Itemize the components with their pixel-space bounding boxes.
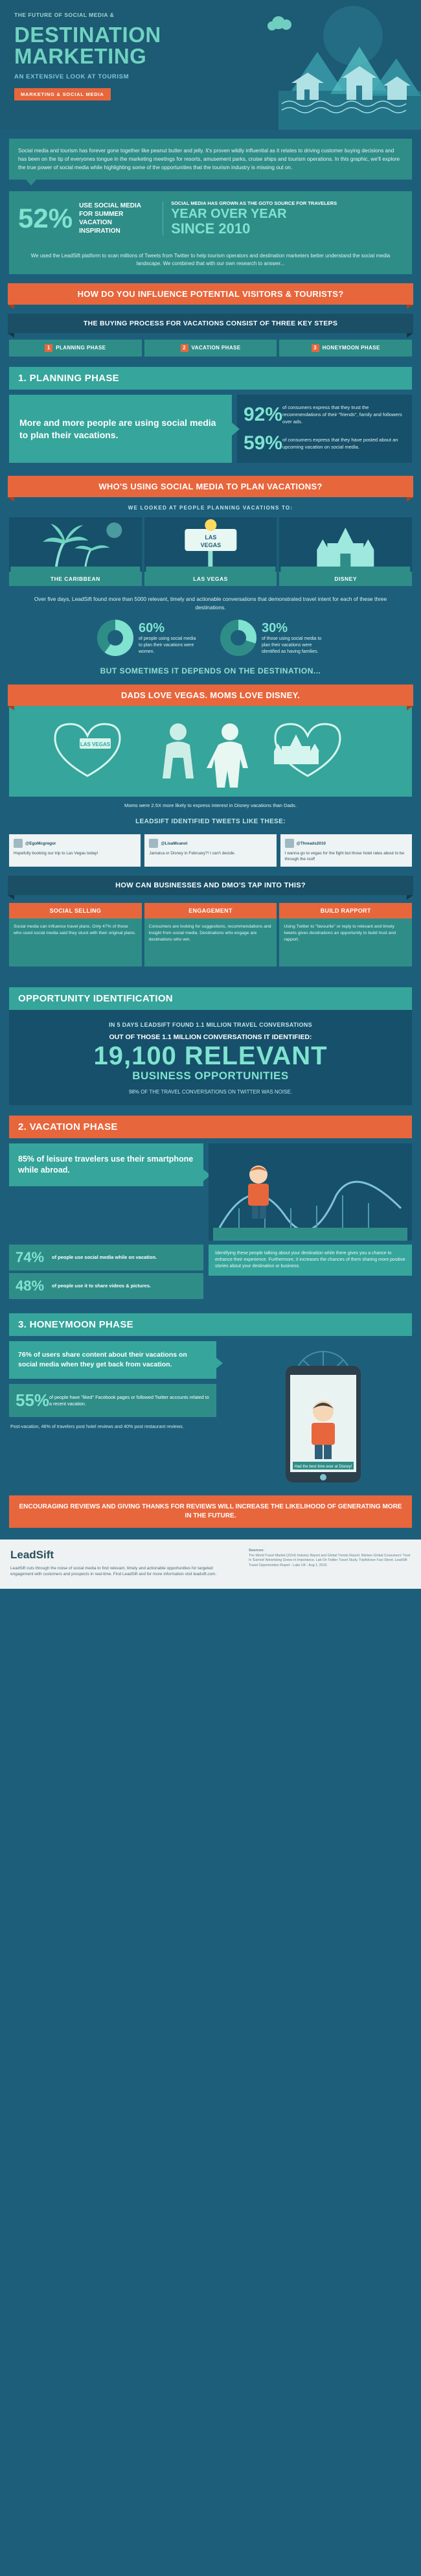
footer-sources-text: The World Travel Market (2014) Industry Report and Global Trends Report. Nielsen Global Consumers' Trust In 'Earned' Advertising Grows In Importance. Lab On Twitter Travel Study. TripAdvisor Fact Sheet. LeadSift Travel Opportunities Report - Lake UK - Aug 1, 2015. xyxy=(249,1553,411,1567)
opportunity-box xyxy=(9,1010,412,1105)
influence-title: HOW DO YOU INFLUENCE POTENTIAL VISITORS & TOURISTS? xyxy=(8,283,413,305)
intro-text: Social media and tourism has forever gone together like peanut butter and jelly. It's proven wildly influential as it relates to driving customer buying decisions and has been on the tip of everyones tongue in the marketing meetings for resorts, amusement parks, cruise ships and tourism operations. In this graphic, we'll explore the true power of social media while highlighting some of the opportunities that the tourism industry is missing out on. xyxy=(18,148,400,170)
planning-stat-2-text: of consumers express that they have posted about an upcoming vacation on social media. xyxy=(282,437,398,450)
business-col-3-head: BUILD RAPPORT xyxy=(279,903,412,919)
business-col-1-head: SOCIAL SELLING xyxy=(9,903,142,919)
footer xyxy=(0,1540,421,1589)
vacation-stats xyxy=(9,1245,203,1302)
leadsift-note: We used the LeadSift platform to scan millions of Tweets from Twitter to help tourism operators and destination marketers better understand the social media landscape. We combined that with our own research to answer... xyxy=(9,246,412,274)
dads-moms-illustration xyxy=(9,706,412,797)
tweets-list xyxy=(9,834,412,867)
footer-brand-name: LeadSift xyxy=(10,1549,54,1561)
destination-disney-label: DISNEY xyxy=(279,572,412,586)
planning-stat-2 xyxy=(244,429,405,458)
tweet-3-text: I wanna go to vegas for the fight but those hotel rates about to be through the roof! xyxy=(284,851,405,861)
destination-las-vegas-label: LAS VEGAS xyxy=(144,572,277,586)
step-1-label: PLANNING PHASE xyxy=(56,345,106,351)
header-tag: MARKETING & SOCIAL MEDIA xyxy=(14,88,111,100)
tweet-2 xyxy=(144,834,276,867)
destination-caribbean xyxy=(9,517,142,586)
vacation-illustration xyxy=(209,1143,412,1241)
tweet-2-handle: @LisaMcanol xyxy=(161,841,188,846)
donut-charts xyxy=(0,616,421,660)
honeymoon-stat xyxy=(9,1384,216,1417)
business-col-2-body: Consumers are looking for suggestions, recommendations and insight from social media. Destinations who engage are destinations who win. xyxy=(144,919,277,966)
header-title-line1: DESTINATION xyxy=(14,23,161,47)
stat-52-year: YEAR OVER YEAR xyxy=(171,207,287,221)
business-col-1-body: Social media can influence travel plans. Only 47% of those who used social media said they stuck with their original plans. xyxy=(9,919,142,966)
stat-52-right-top: SOCIAL MEDIA HAS GROWN AS THE GOTO SOURCE FOR TRAVELERS xyxy=(171,200,337,206)
tweet-3 xyxy=(280,834,412,867)
vacation-stat-2-text: of people use it to share videos & pictures. xyxy=(52,1283,151,1289)
honeymoon-stat-percent: 55% xyxy=(16,1390,50,1410)
header-kicker: THE FUTURE OF SOCIAL MEDIA & xyxy=(14,12,115,18)
donut-families xyxy=(220,620,324,656)
business-col-3-body: Using Twitter to "favourite" or reply to relevant and timely tweets gives destinations an opportunity to build trust and rapport. xyxy=(279,919,412,966)
stat-52-right xyxy=(163,200,337,237)
castle-icon xyxy=(279,517,412,572)
vacation-stats-row xyxy=(9,1245,412,1302)
final-ribbon: ENCOURAGING REVIEWS AND GIVING THANKS FOR REVIEWS WILL INCREASE THE LIKELIHOOD OF GENERATING MORE IN THE FUTURE. xyxy=(9,1495,412,1528)
stat-52-label: USE SOCIAL MEDIA FOR SUMMER VACATION INSPIRATION xyxy=(79,202,163,235)
step-1 xyxy=(9,340,142,357)
step-3 xyxy=(279,340,412,357)
opportunity-title: OPPORTUNITY IDENTIFICATION xyxy=(9,987,412,1010)
step-3-number: 3 xyxy=(312,344,319,352)
businesses-title: HOW CAN BUSINESSES AND DMO'S TAP INTO THIS? xyxy=(8,876,413,895)
step-3-label: HONEYMOON PHASE xyxy=(322,345,380,351)
donut-families-percent: 30% xyxy=(262,620,288,635)
donut-women-percent: 60% xyxy=(139,620,165,635)
tweet-3-handle: @Threads2010 xyxy=(296,841,326,846)
businesses-columns xyxy=(9,903,412,966)
rollercoaster-icon xyxy=(209,1143,412,1241)
tweet-1-handle: @EgoMcgregor xyxy=(25,841,56,846)
stat-52-box xyxy=(9,191,412,246)
header-illustration xyxy=(214,0,421,130)
planning-phase-content xyxy=(9,395,412,463)
vacation-stat-1 xyxy=(9,1245,203,1270)
opportunity-line2: OUT OF THOSE 1.1 MILLION CONVERSATIONS IT IDENTIFIED: xyxy=(109,1033,312,1041)
step-2-number: 2 xyxy=(181,344,188,352)
planning-stat-1-text: of consumers express that they trust the recommendations of their "friends", family and followers over ads. xyxy=(282,404,402,425)
svg-text:Had the best time ever at Disn: Had the best time ever at Disney! xyxy=(294,1465,352,1469)
hearts-people-graphic xyxy=(16,712,405,790)
header-title-line2: MARKETING xyxy=(14,44,147,68)
donut-women-chart xyxy=(97,620,133,656)
whos-using-paragraph: Over five days, LeadSift found more than 5000 relevant, timely and actionable conversations that demonstrated travel intent for each of these three destinations. xyxy=(34,596,387,611)
avatar xyxy=(285,839,294,848)
planning-stat-1-percent: 92% xyxy=(244,403,283,425)
footer-sources xyxy=(249,1549,411,1568)
honeymoon-note: Post-vacation, 46% of travelers post hotel reviews and 40% post restaurant reviews. xyxy=(10,1423,184,1429)
vacation-phase-heading: 2. VACATION PHASE xyxy=(9,1116,412,1138)
svg-text:VEGAS: VEGAS xyxy=(200,542,221,548)
step-2 xyxy=(144,340,277,357)
donut-women-text: of people using social media to plan their vacations were women. xyxy=(139,636,196,654)
opportunity-footnote: 98% OF THE TRAVEL CONVERSATIONS ON TWITTER WAS NOISE. xyxy=(128,1089,293,1095)
honeymoon-quote: 76% of users share content about their vacations on social media when they get back from vacation. xyxy=(9,1341,216,1379)
vacation-side-note: Identifying these people talking about your destination while there gives you a chance to enhance their experience. Furthermore, it increases the chances of them sharing more positive stories about your destination or business. xyxy=(209,1245,412,1276)
business-col-2-head: ENGAGEMENT xyxy=(144,903,277,919)
footer-description: LeadSift cuts through the noise of social media to find relevant, timely and actionable opportunities for targeted engagement with customers and prospects in real-time. Find LeadSift and for more information visit leadsift.com. xyxy=(10,1566,217,1576)
honeymoon-stat-text: of people have "liked" Facebook pages or followed Twitter accounts related to a recent vacation. xyxy=(49,1394,209,1407)
vacation-stat-1-text: of people use social media while on vacation. xyxy=(52,1254,157,1260)
svg-text:LAS: LAS xyxy=(205,534,217,541)
destination-caribbean-label: THE CARIBBEAN xyxy=(9,572,142,586)
destinations-row xyxy=(9,517,412,586)
svg-text:LAS VEGAS: LAS VEGAS xyxy=(80,742,111,747)
destination-disney xyxy=(279,517,412,586)
planning-phase-heading: 1. PLANNING PHASE xyxy=(9,367,412,390)
tweets-title: LEADSIFT IDENTIFIED TWEETS LIKE THESE: xyxy=(135,818,286,825)
palm-tree-icon xyxy=(9,517,142,572)
planning-stat-2-percent: 59% xyxy=(244,432,283,454)
planning-quote: More and more people are using social media to plan their vacations. xyxy=(9,395,232,463)
planning-stats xyxy=(237,395,412,463)
header-subtitle: AN EXTENSIVE LOOK AT TOURISM xyxy=(14,73,130,80)
honeymoon-illustration xyxy=(222,1341,412,1484)
step-1-number: 1 xyxy=(45,344,52,352)
vacation-stat-1-percent: 74% xyxy=(16,1249,45,1265)
vacation-stat-2-percent: 48% xyxy=(16,1278,45,1294)
opportunity-number: 19,100 RELEVANT xyxy=(93,1042,328,1070)
footer-sources-title: Sources: xyxy=(249,1549,264,1552)
honeymoon-phase-content xyxy=(9,1341,412,1484)
whos-using-title: WHO'S USING SOCIAL MEDIA TO PLAN VACATIONS? xyxy=(8,476,413,497)
tweet-1 xyxy=(9,834,141,867)
planning-stat-1 xyxy=(244,400,405,429)
opportunity-line1: IN 5 DAYS LEADSIFT FOUND 1.1 MILLION TRAVEL CONVERSATIONS xyxy=(109,1022,312,1028)
dads-moms-note: Moms were 2.5X more likely to express interest in Disney vacations than Dads. xyxy=(124,802,297,808)
vacation-quote: 85% of leisure travelers use their smartphone while abroad. xyxy=(9,1143,203,1186)
vacation-phase-content xyxy=(9,1143,412,1241)
footer-brand xyxy=(10,1549,224,1562)
vacation-stat-2 xyxy=(9,1273,203,1299)
intro-callout xyxy=(9,139,412,180)
dads-moms-title: DADS LOVE VEGAS. MOMS LOVE DISNEY. xyxy=(8,685,413,706)
destination-las-vegas xyxy=(144,517,277,586)
header xyxy=(0,0,421,130)
avatar xyxy=(149,839,158,848)
whos-using-subtitle: WE LOOKED AT PEOPLE PLANNING VACATIONS TO: xyxy=(128,505,293,511)
stat-52-percent: 52% xyxy=(18,203,73,233)
steps-list xyxy=(9,340,412,357)
donut-families-chart xyxy=(220,620,256,656)
las-vegas-sign-icon xyxy=(144,517,277,572)
buying-process-title: THE BUYING PROCESS FOR VACATIONS CONSIST OF THREE KEY STEPS xyxy=(8,314,413,333)
honeymoon-phase-heading: 3. HONEYMOON PHASE xyxy=(9,1313,412,1336)
stat-52-since: SINCE 2010 xyxy=(171,220,251,237)
step-2-label: VACATION PHASE xyxy=(191,345,241,351)
opportunity-subtitle: BUSINESS OPPORTUNITIES xyxy=(132,1070,289,1082)
tweet-2-text: Jamaica or Disney in February?! I can't decide. xyxy=(149,851,236,856)
whos-using-closing: BUT SOMETIMES IT DEPENDS ON THE DESTINATION... xyxy=(100,666,321,675)
donut-women xyxy=(97,620,201,656)
smartphone-icon xyxy=(222,1341,412,1484)
avatar xyxy=(14,839,23,848)
donut-families-text: of those using social media to plan their vacations were identified as having families. xyxy=(262,636,322,654)
tweet-1-text: Hopefully booking our trip to Las Vegas today! xyxy=(14,851,98,856)
